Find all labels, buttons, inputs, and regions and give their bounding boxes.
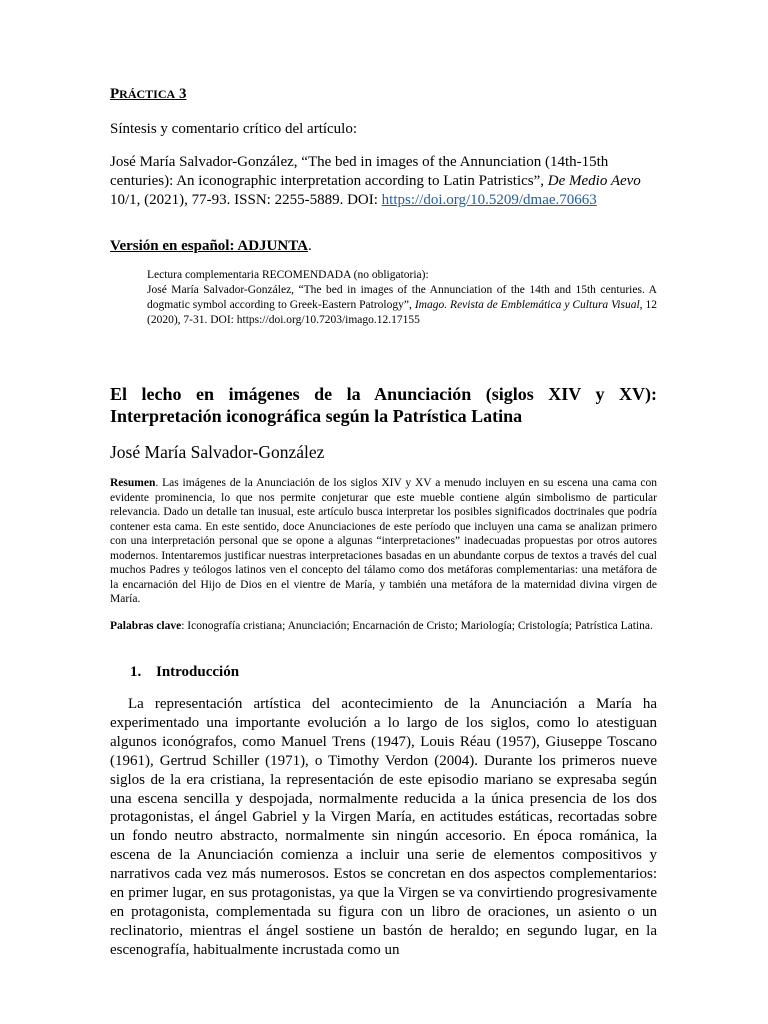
abstract-text: . Las imágenes de la Anunciación de los siglos XIV y XV a menudo incluyen en su escena una cama con evidente prominencia, lo que nos permite conjeturar que este mueble contiene algún simbolismo de particular relevancia. Dado un detalle tan inusual, este artículo busca interpretar los posibles significados doctrinales que podría contener esta cama. En este sentido, doce Anunciaciones de este período que incluyen una cama se analizan primero con una interpretación personal que se opone a algunas “interpretaciones” inadecuadas propuestas por otros autores modernos. Intentaremos justificar nuestras interpretaciones basadas en un abundante corpus de textos a través del cual muchos Padres y teólogos latinos ven el concepto del tálamo como dos metáforas complementarias: una metáfora de la encarnación del Hijo de Dios en el vientre de María, y también una metáfora de la maternidad divina virgen de María. xyxy=(110,477,657,605)
keywords-label: Palabras clave xyxy=(110,620,182,632)
lectura-block xyxy=(147,268,657,328)
reference-paragraph xyxy=(110,153,657,210)
lectura-text: José María Salvador-González, “The bed in images of the Annunciation of the 14th and 15th centuries. A dogmatic symbol according to Greek-Eastern Patrology”, xyxy=(147,284,657,311)
article-title-line1: El lecho en imágenes de la Anunciación (siglos XIV y XV): xyxy=(110,384,657,404)
intro-text: La representación artística del acontecimiento de la Anunciación a María ha experimentado una importante evolución a lo largo de los siglos, como lo atestiguan algunos iconógrafos, como Manuel Trens (1947), Louis Réau (1957), Giuseppe Toscano (1961), Gertrud Schiller (1971), o Timothy Verdon (2004). Durante los primeros nueve siglos de la era cristiana, la representación de este episodio mariano se expresaba según una escena sencilla y despojada, normalmente reducida a la única presencia de los dos protagonistas, el ángel Gabriel y la Virgen María, en actitudes estáticas, recortadas sobre un fondo neutro abstracto, normalmente sin ningún accesorio. En época románica, la escena de la Anunciación comienza a incluir una serie de elementos compositivos y narrativos cada vez más numerosos. Estos se concretan en dos aspectos complementarios: en primer lugar, en sus protagonistas, ya que la Virgen se va convirtiendo progresivamente en protagonista, complementada su figura con un libro de oraciones, un asiento o un reclinatorio, mientras el ángel sostiene un bastón de heraldo; en segundo lugar, en la escenografía, habitualmente incrustada como un xyxy=(110,696,657,958)
practica-first-letter: P xyxy=(110,86,120,102)
lectura-reference xyxy=(147,283,657,328)
reference-text-after: 10/1, (2021), 77-93. ISSN: 2255-5889. DOI: xyxy=(110,192,382,208)
intro-paragraph xyxy=(110,695,657,960)
keywords-text: : Iconografía cristiana; Anunciación; Encarnación de Cristo; Mariología; Cristología; Patrística Latina. xyxy=(181,620,653,632)
reference-text: José María Salvador-González, “The bed in images of the Annunciation (14th-15th centuries): An iconographic interpretation according to Latin Patristics”, xyxy=(110,154,609,189)
sintesis-line: Síntesis y comentario crítico del artículo: xyxy=(110,121,358,137)
section-heading xyxy=(110,663,657,682)
abstract-paragraph xyxy=(110,476,657,607)
section-title: Introducción xyxy=(156,664,240,680)
practica-number: 3 xyxy=(175,86,187,102)
version-label: Versión en español: ADJUNTA xyxy=(110,238,308,254)
article-title-line2: Interpretación iconográfica según la Patrística Latina xyxy=(110,406,523,426)
lectura-heading: Lectura complementaria RECOMENDADA (no obligatoria): xyxy=(147,269,429,281)
doi-link[interactable]: https://doi.org/10.5209/dmae.70663 xyxy=(381,192,597,208)
keywords-paragraph xyxy=(110,619,657,634)
version-line xyxy=(110,237,657,256)
abstract-label: Resumen xyxy=(110,477,156,489)
version-end: . xyxy=(307,238,312,254)
lectura-journal: Imago. Revista de Emblemática y Cultura Visual xyxy=(414,299,640,311)
reference-journal: De Medio Aevo xyxy=(547,173,641,189)
section-number: 1. xyxy=(130,664,142,680)
article-title xyxy=(110,383,657,427)
practica-rest: RÁCTICA xyxy=(119,87,176,101)
lectura-text-after: , 12 (2020), 7-31. DOI: https://doi.org/10.7203/imago.12.17155 xyxy=(147,299,658,326)
practica-heading xyxy=(110,86,657,103)
article-author: José María Salvador-González xyxy=(110,442,325,462)
